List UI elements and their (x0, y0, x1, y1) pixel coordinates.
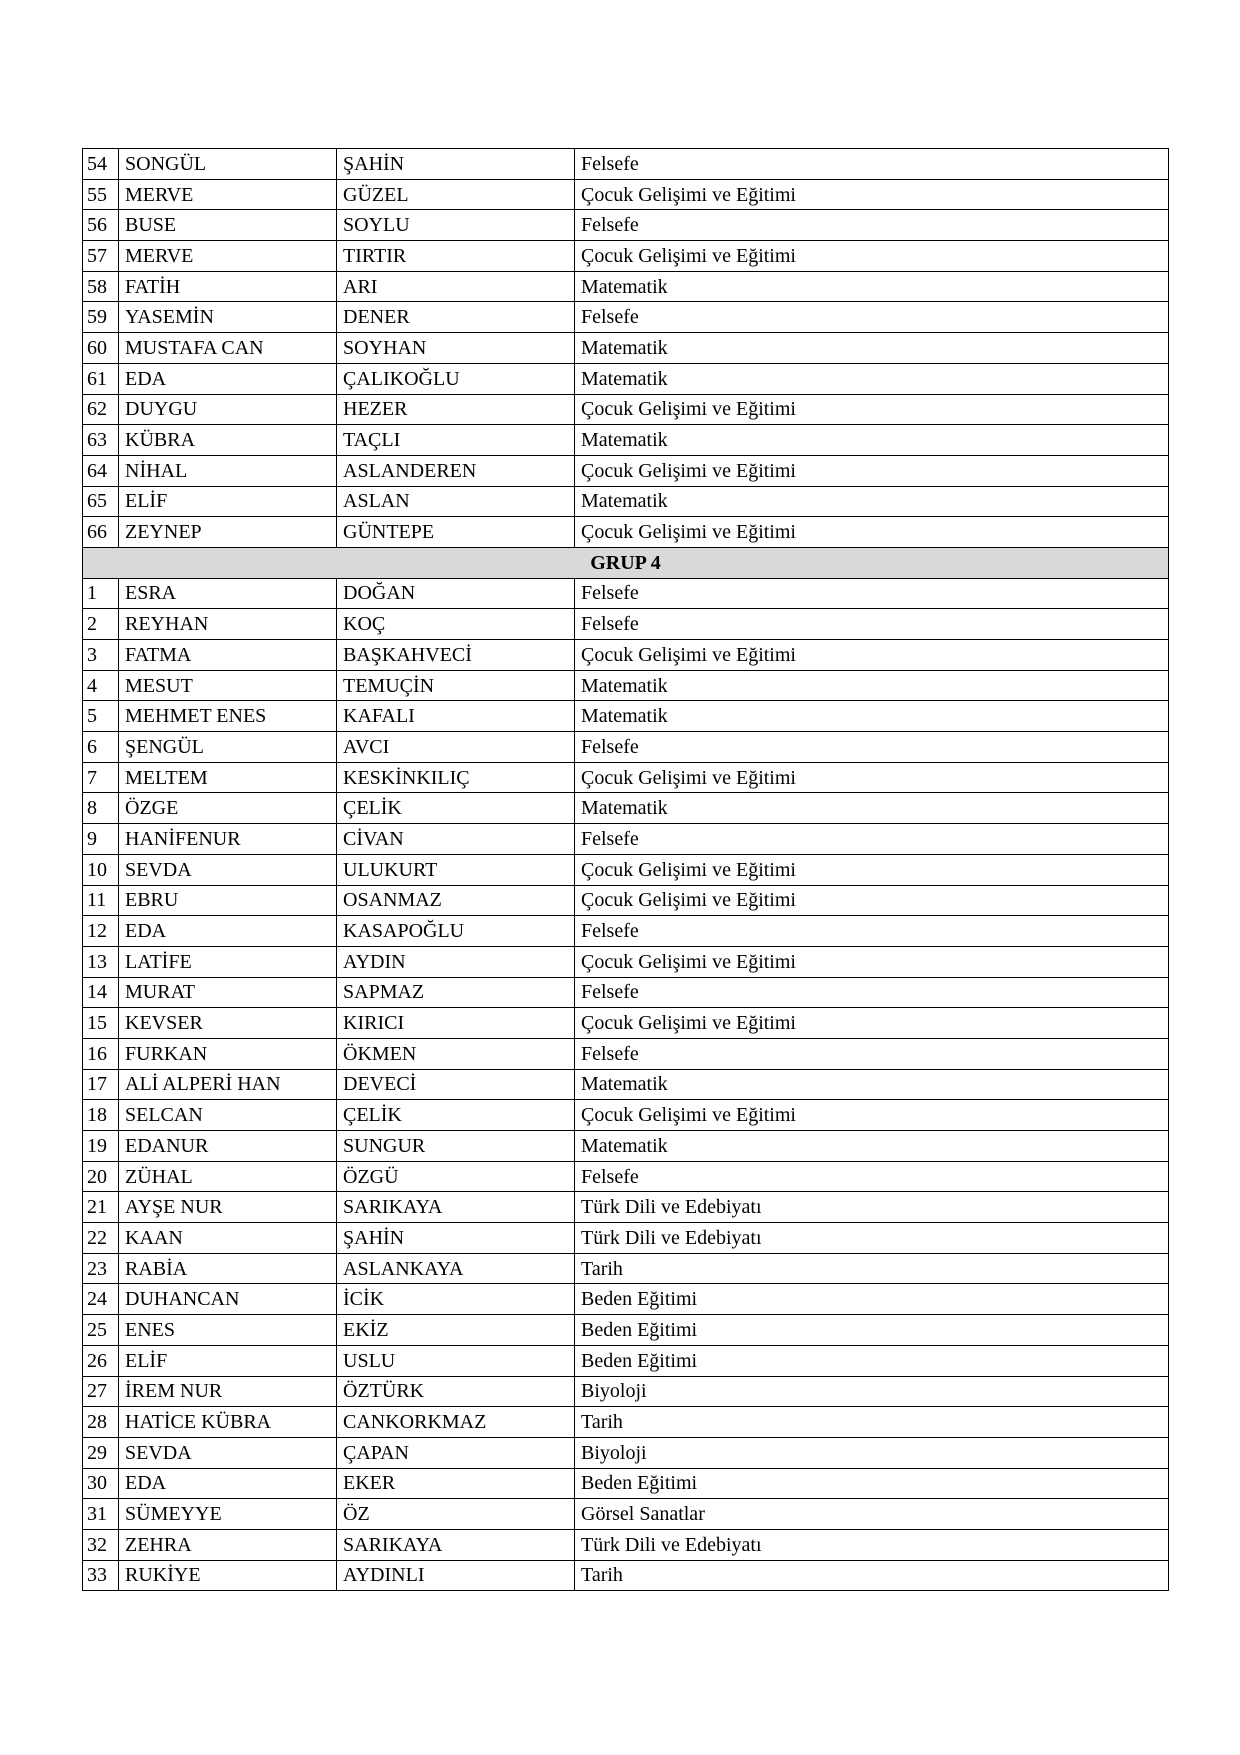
department-cell: Matematik (575, 363, 1169, 394)
last-name-cell: EKİZ (337, 1315, 575, 1346)
row-number: 17 (83, 1069, 119, 1100)
table-row (83, 854, 1169, 885)
first-name-cell: KAAN (119, 1223, 337, 1254)
row-number: 20 (83, 1161, 119, 1192)
row-number: 64 (83, 455, 119, 486)
row-number: 33 (83, 1560, 119, 1591)
department-cell: Matematik (575, 1131, 1169, 1162)
first-name-cell: ŞENGÜL (119, 732, 337, 763)
table-row (83, 1529, 1169, 1560)
first-name-cell: MEHMET ENES (119, 701, 337, 732)
department-cell: Çocuk Gelişimi ve Eğitimi (575, 1008, 1169, 1039)
last-name-cell: SAPMAZ (337, 977, 575, 1008)
last-name-cell: ÖKMEN (337, 1038, 575, 1069)
table-row (83, 425, 1169, 456)
first-name-cell: DUYGU (119, 394, 337, 425)
department-cell: Matematik (575, 701, 1169, 732)
table-row (83, 455, 1169, 486)
first-name-cell: ESRA (119, 578, 337, 609)
department-cell: Matematik (575, 486, 1169, 517)
last-name-cell: USLU (337, 1345, 575, 1376)
department-cell: Beden Eğitimi (575, 1315, 1169, 1346)
last-name-cell: ULUKURT (337, 854, 575, 885)
row-number: 7 (83, 762, 119, 793)
department-cell: Çocuk Gelişimi ve Eğitimi (575, 241, 1169, 272)
table-row (83, 640, 1169, 671)
table-row (83, 732, 1169, 763)
table-row (83, 1100, 1169, 1131)
table-row (83, 394, 1169, 425)
table-row (83, 670, 1169, 701)
last-name-cell: SARIKAYA (337, 1192, 575, 1223)
last-name-cell: TIRTIR (337, 241, 575, 272)
row-number: 62 (83, 394, 119, 425)
last-name-cell: DENER (337, 302, 575, 333)
row-number: 11 (83, 885, 119, 916)
department-cell: Matematik (575, 271, 1169, 302)
department-cell: Çocuk Gelişimi ve Eğitimi (575, 854, 1169, 885)
row-number: 6 (83, 732, 119, 763)
department-cell: Felsefe (575, 732, 1169, 763)
last-name-cell: KESKİNKILIÇ (337, 762, 575, 793)
table-row (83, 762, 1169, 793)
department-cell: Matematik (575, 793, 1169, 824)
first-name-cell: LATİFE (119, 946, 337, 977)
table-row (83, 1345, 1169, 1376)
last-name-cell: SARIKAYA (337, 1529, 575, 1560)
first-name-cell: FATİH (119, 271, 337, 302)
department-cell: Felsefe (575, 149, 1169, 180)
first-name-cell: ALİ ALPERİ HAN (119, 1069, 337, 1100)
group-label: GRUP 4 (83, 547, 1169, 578)
last-name-cell: AYDIN (337, 946, 575, 977)
first-name-cell: ZEYNEP (119, 517, 337, 548)
last-name-cell: KOÇ (337, 609, 575, 640)
last-name-cell: KAFALI (337, 701, 575, 732)
department-cell: Çocuk Gelişimi ve Eğitimi (575, 455, 1169, 486)
row-number: 61 (83, 363, 119, 394)
row-number: 56 (83, 210, 119, 241)
department-cell: Felsefe (575, 977, 1169, 1008)
row-number: 27 (83, 1376, 119, 1407)
table-row (83, 946, 1169, 977)
table-row (83, 609, 1169, 640)
first-name-cell: İREM NUR (119, 1376, 337, 1407)
department-cell: Beden Eğitimi (575, 1345, 1169, 1376)
group-header-row (83, 547, 1169, 578)
first-name-cell: MERVE (119, 179, 337, 210)
first-name-cell: ZÜHAL (119, 1161, 337, 1192)
row-number: 19 (83, 1131, 119, 1162)
table-row (83, 149, 1169, 180)
table-row (83, 1223, 1169, 1254)
row-number: 16 (83, 1038, 119, 1069)
table-row (83, 1284, 1169, 1315)
row-number: 10 (83, 854, 119, 885)
last-name-cell: BAŞKAHVECİ (337, 640, 575, 671)
table-row (83, 885, 1169, 916)
first-name-cell: ELİF (119, 486, 337, 517)
department-cell: Türk Dili ve Edebiyatı (575, 1192, 1169, 1223)
row-number: 12 (83, 916, 119, 947)
department-cell: Felsefe (575, 916, 1169, 947)
last-name-cell: AYDINLI (337, 1560, 575, 1591)
first-name-cell: SELCAN (119, 1100, 337, 1131)
table-row (83, 916, 1169, 947)
first-name-cell: KEVSER (119, 1008, 337, 1039)
table-row (83, 1315, 1169, 1346)
row-number: 57 (83, 241, 119, 272)
first-name-cell: KÜBRA (119, 425, 337, 456)
first-name-cell: ZEHRA (119, 1529, 337, 1560)
first-name-cell: MELTEM (119, 762, 337, 793)
last-name-cell: ÇAPAN (337, 1437, 575, 1468)
table-row (83, 1069, 1169, 1100)
department-cell: Matematik (575, 333, 1169, 364)
table-row (83, 179, 1169, 210)
last-name-cell: ÖZ (337, 1499, 575, 1530)
table-row (83, 1161, 1169, 1192)
last-name-cell: CİVAN (337, 824, 575, 855)
last-name-cell: ŞAHİN (337, 1223, 575, 1254)
department-cell: Tarih (575, 1407, 1169, 1438)
department-cell: Felsefe (575, 824, 1169, 855)
row-number: 3 (83, 640, 119, 671)
department-cell: Matematik (575, 670, 1169, 701)
table-row (83, 363, 1169, 394)
table-row (83, 977, 1169, 1008)
department-cell: Felsefe (575, 578, 1169, 609)
table-row (83, 1560, 1169, 1591)
department-cell: Türk Dili ve Edebiyatı (575, 1223, 1169, 1254)
table-row (83, 1376, 1169, 1407)
department-cell: Çocuk Gelişimi ve Eğitimi (575, 885, 1169, 916)
last-name-cell: CANKORKMAZ (337, 1407, 575, 1438)
department-cell: Görsel Sanatlar (575, 1499, 1169, 1530)
table-row (83, 1407, 1169, 1438)
table-row (83, 1499, 1169, 1530)
row-number: 5 (83, 701, 119, 732)
table-row (83, 1437, 1169, 1468)
first-name-cell: HANİFENUR (119, 824, 337, 855)
last-name-cell: KIRICI (337, 1008, 575, 1039)
first-name-cell: EBRU (119, 885, 337, 916)
department-cell: Çocuk Gelişimi ve Eğitimi (575, 179, 1169, 210)
department-cell: Beden Eğitimi (575, 1284, 1169, 1315)
row-number: 31 (83, 1499, 119, 1530)
last-name-cell: ARI (337, 271, 575, 302)
first-name-cell: MUSTAFA CAN (119, 333, 337, 364)
first-name-cell: EDA (119, 916, 337, 947)
row-number: 14 (83, 977, 119, 1008)
table-row (83, 241, 1169, 272)
last-name-cell: GÜNTEPE (337, 517, 575, 548)
table-row (83, 1192, 1169, 1223)
table-row (83, 1131, 1169, 1162)
first-name-cell: SÜMEYYE (119, 1499, 337, 1530)
first-name-cell: SEVDA (119, 1437, 337, 1468)
department-cell: Çocuk Gelişimi ve Eğitimi (575, 1100, 1169, 1131)
first-name-cell: HATİCE KÜBRA (119, 1407, 337, 1438)
department-cell: Felsefe (575, 302, 1169, 333)
row-number: 29 (83, 1437, 119, 1468)
row-number: 13 (83, 946, 119, 977)
row-number: 66 (83, 517, 119, 548)
first-name-cell: NİHAL (119, 455, 337, 486)
row-number: 65 (83, 486, 119, 517)
table-row (83, 486, 1169, 517)
participant-table-body (83, 149, 1169, 1591)
last-name-cell: HEZER (337, 394, 575, 425)
row-number: 9 (83, 824, 119, 855)
department-cell: Türk Dili ve Edebiyatı (575, 1529, 1169, 1560)
table-row (83, 1253, 1169, 1284)
first-name-cell: EDA (119, 1468, 337, 1499)
row-number: 28 (83, 1407, 119, 1438)
row-number: 21 (83, 1192, 119, 1223)
table-row (83, 271, 1169, 302)
last-name-cell: GÜZEL (337, 179, 575, 210)
department-cell: Çocuk Gelişimi ve Eğitimi (575, 946, 1169, 977)
last-name-cell: SUNGUR (337, 1131, 575, 1162)
first-name-cell: DUHANCAN (119, 1284, 337, 1315)
department-cell: Çocuk Gelişimi ve Eğitimi (575, 517, 1169, 548)
row-number: 59 (83, 302, 119, 333)
department-cell: Beden Eğitimi (575, 1468, 1169, 1499)
department-cell: Biyoloji (575, 1437, 1169, 1468)
last-name-cell: EKER (337, 1468, 575, 1499)
first-name-cell: MESUT (119, 670, 337, 701)
row-number: 25 (83, 1315, 119, 1346)
row-number: 55 (83, 179, 119, 210)
row-number: 15 (83, 1008, 119, 1039)
first-name-cell: MERVE (119, 241, 337, 272)
row-number: 18 (83, 1100, 119, 1131)
last-name-cell: ASLANKAYA (337, 1253, 575, 1284)
last-name-cell: TEMUÇİN (337, 670, 575, 701)
first-name-cell: AYŞE NUR (119, 1192, 337, 1223)
first-name-cell: FATMA (119, 640, 337, 671)
last-name-cell: ÇELİK (337, 1100, 575, 1131)
department-cell: Çocuk Gelişimi ve Eğitimi (575, 394, 1169, 425)
first-name-cell: ENES (119, 1315, 337, 1346)
last-name-cell: DOĞAN (337, 578, 575, 609)
table-row (83, 210, 1169, 241)
table-row (83, 1468, 1169, 1499)
first-name-cell: RABİA (119, 1253, 337, 1284)
department-cell: Felsefe (575, 609, 1169, 640)
last-name-cell: ŞAHİN (337, 149, 575, 180)
department-cell: Felsefe (575, 1161, 1169, 1192)
department-cell: Biyoloji (575, 1376, 1169, 1407)
last-name-cell: TAÇLI (337, 425, 575, 456)
last-name-cell: SOYLU (337, 210, 575, 241)
table-row (83, 824, 1169, 855)
department-cell: Matematik (575, 425, 1169, 456)
last-name-cell: OSANMAZ (337, 885, 575, 916)
last-name-cell: İCİK (337, 1284, 575, 1315)
first-name-cell: EDANUR (119, 1131, 337, 1162)
first-name-cell: SONGÜL (119, 149, 337, 180)
department-cell: Çocuk Gelişimi ve Eğitimi (575, 762, 1169, 793)
table-row (83, 333, 1169, 364)
department-cell: Tarih (575, 1253, 1169, 1284)
last-name-cell: ÇALIKOĞLU (337, 363, 575, 394)
row-number: 22 (83, 1223, 119, 1254)
last-name-cell: ÇELİK (337, 793, 575, 824)
row-number: 63 (83, 425, 119, 456)
first-name-cell: YASEMİN (119, 302, 337, 333)
last-name-cell: ASLANDEREN (337, 455, 575, 486)
row-number: 2 (83, 609, 119, 640)
last-name-cell: KASAPOĞLU (337, 916, 575, 947)
last-name-cell: ASLAN (337, 486, 575, 517)
last-name-cell: AVCI (337, 732, 575, 763)
row-number: 32 (83, 1529, 119, 1560)
first-name-cell: REYHAN (119, 609, 337, 640)
row-number: 30 (83, 1468, 119, 1499)
last-name-cell: ÖZTÜRK (337, 1376, 575, 1407)
table-row (83, 701, 1169, 732)
row-number: 4 (83, 670, 119, 701)
last-name-cell: DEVECİ (337, 1069, 575, 1100)
first-name-cell: ÖZGE (119, 793, 337, 824)
first-name-cell: EDA (119, 363, 337, 394)
department-cell: Felsefe (575, 1038, 1169, 1069)
table-row (83, 517, 1169, 548)
table-row (83, 1038, 1169, 1069)
table-row (83, 578, 1169, 609)
row-number: 58 (83, 271, 119, 302)
last-name-cell: SOYHAN (337, 333, 575, 364)
row-number: 1 (83, 578, 119, 609)
row-number: 24 (83, 1284, 119, 1315)
department-cell: Tarih (575, 1560, 1169, 1591)
participant-table (82, 148, 1169, 1591)
first-name-cell: SEVDA (119, 854, 337, 885)
table-row (83, 1008, 1169, 1039)
department-cell: Çocuk Gelişimi ve Eğitimi (575, 640, 1169, 671)
department-cell: Matematik (575, 1069, 1169, 1100)
first-name-cell: RUKİYE (119, 1560, 337, 1591)
table-row (83, 793, 1169, 824)
first-name-cell: FURKAN (119, 1038, 337, 1069)
first-name-cell: ELİF (119, 1345, 337, 1376)
first-name-cell: MURAT (119, 977, 337, 1008)
row-number: 60 (83, 333, 119, 364)
row-number: 23 (83, 1253, 119, 1284)
department-cell: Felsefe (575, 210, 1169, 241)
row-number: 54 (83, 149, 119, 180)
last-name-cell: ÖZGÜ (337, 1161, 575, 1192)
row-number: 8 (83, 793, 119, 824)
table-row (83, 302, 1169, 333)
row-number: 26 (83, 1345, 119, 1376)
first-name-cell: BUSE (119, 210, 337, 241)
